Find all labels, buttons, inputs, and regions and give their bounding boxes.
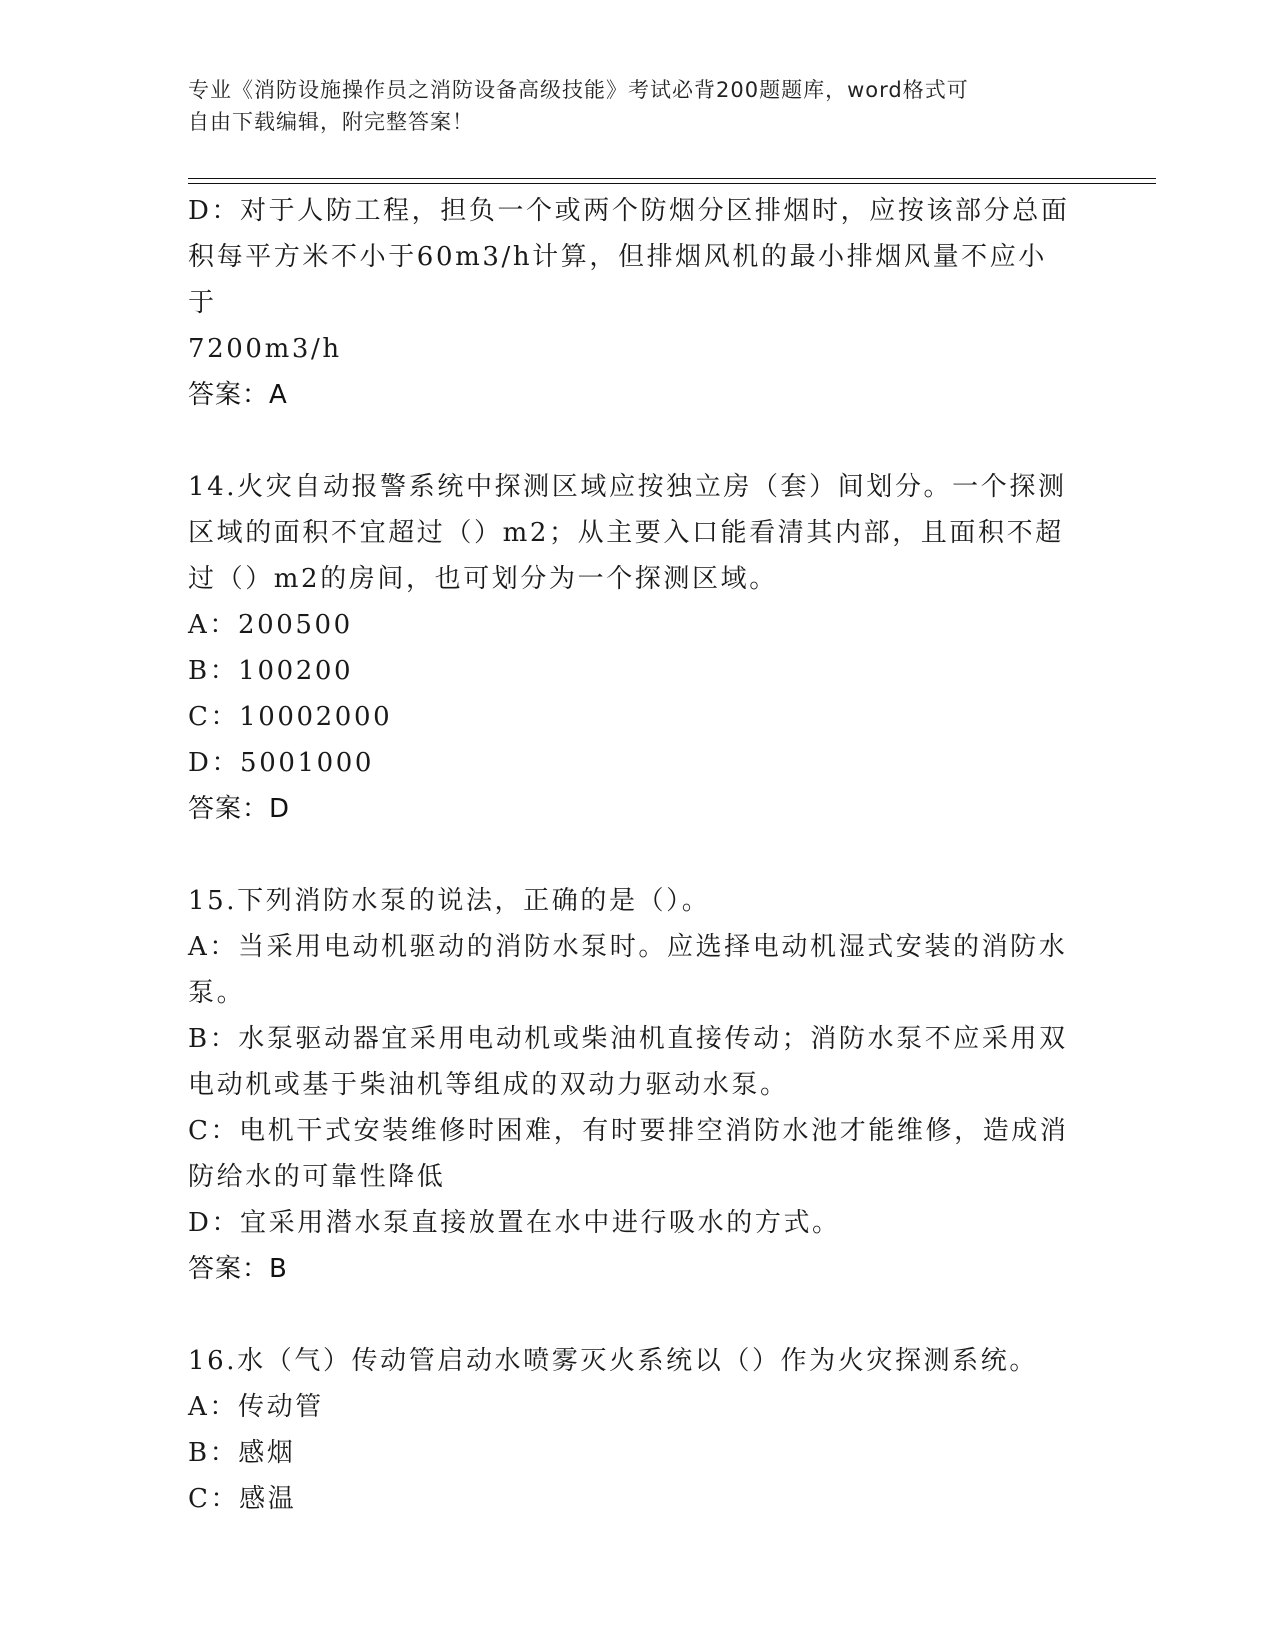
spacer <box>188 1292 1073 1338</box>
option-d-line-1: D：对于人防工程，担负一个或两个防烟分区排烟时，应按该部分总面 <box>188 196 1070 226</box>
question-14-stem-2: 区域的面积不宜超过（）m2；从主要入口能看清其内部，且面积不超 <box>188 518 1064 548</box>
question-14-option-c: C：10002000 <box>188 702 393 732</box>
question-16 <box>188 1338 1073 1522</box>
question-15-option-b-line-1: B：水泵驱动器宜采用电动机或柴油机直接传动；消防水泵不应采用双 <box>188 1024 1068 1054</box>
question-15-option-a-line-1: A：当采用电动机驱动的消防水泵时。应选择电动机湿式安装的消防水 <box>188 932 1068 962</box>
question-15-option-d: D：宜采用潜水泵直接放置在水中进行吸水的方式。 <box>188 1208 841 1238</box>
question-14-option-d: D：5001000 <box>188 748 375 778</box>
question-15-option-c-line-1: C：电机干式安装维修时困难，有时要排空消防水池才能维修，造成消 <box>188 1116 1069 1146</box>
question-14-option-b: B：100200 <box>188 656 354 686</box>
header-divider-bottom <box>188 183 1156 184</box>
option-d-line-2: 积每平方米不小于60m3/h计算，但排烟风机的最小排烟风量不应小于 <box>188 242 1047 318</box>
answer-15: 答案：B <box>188 1254 288 1284</box>
question-14 <box>188 464 1073 832</box>
question-15-option-a-line-2: 泵。 <box>188 978 246 1008</box>
header-line-1: 专业《消防设施操作员之消防设备高级技能》考试必背200题题库，word格式可 <box>188 78 969 102</box>
document-header <box>188 74 1068 138</box>
question-16-option-a: A：传动管 <box>188 1392 324 1422</box>
document-body <box>188 188 1073 1522</box>
answer-14: 答案：D <box>188 794 291 824</box>
question-15-stem: 15.下列消防水泵的说法，正确的是（）。 <box>188 886 711 916</box>
question-16-option-c: C：感温 <box>188 1484 297 1514</box>
question-15 <box>188 878 1073 1292</box>
question-16-option-b: B：感烟 <box>188 1438 296 1468</box>
question-13-tail <box>188 188 1073 418</box>
answer-13: 答案：A <box>188 380 288 410</box>
question-15-option-c-line-2: 防给水的可靠性降低 <box>188 1162 446 1192</box>
question-14-option-a: A：200500 <box>188 610 353 640</box>
question-14-stem-3: 过（）m2的房间，也可划分为一个探测区域。 <box>188 564 778 594</box>
question-14-stem-1: 14.火灾自动报警系统中探测区域应按独立房（套）间划分。一个探测 <box>188 472 1067 502</box>
question-16-stem: 16.水（气）传动管启动水喷雾灭火系统以（）作为火灾探测系统。 <box>188 1346 1038 1376</box>
header-line-2: 自由下载编辑，附完整答案！ <box>188 110 474 134</box>
option-d-line-3: 7200m3/h <box>188 334 342 364</box>
spacer <box>188 418 1073 464</box>
header-divider-top <box>188 178 1156 179</box>
spacer <box>188 832 1073 878</box>
question-15-option-b-line-2: 电动机或基于柴油机等组成的双动力驱动水泵。 <box>188 1070 789 1100</box>
